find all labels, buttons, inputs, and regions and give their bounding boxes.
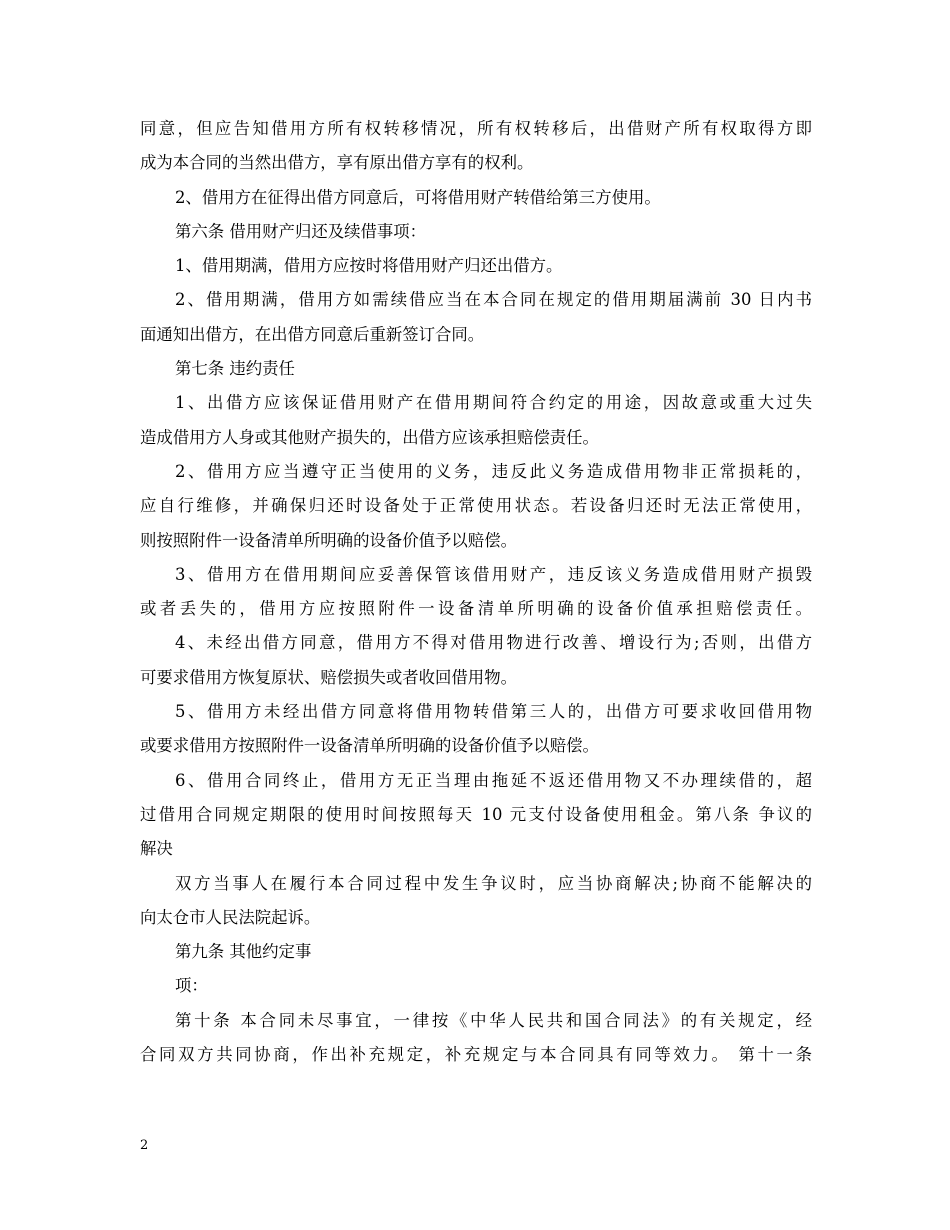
section-heading: 第六条 借用财产归还及续借事项： bbox=[175, 221, 427, 241]
section-heading: 第九条 其他约定事 bbox=[175, 942, 312, 962]
text-line: 6、借用合同终止，借用方无正当理由拖延不返还借用物又不办理续借的，超 bbox=[175, 770, 812, 790]
text-line: 可要求借用方恢复原状、赔偿损失或者收回借用物。 bbox=[140, 667, 517, 687]
text-line: 第十条 本合同未尽事宜，一律按《中华人民共和国合同法》的有关规定，经 bbox=[175, 1010, 812, 1030]
text-line: 1、借用期满，借用方应按时将借用财产归还出借方。 bbox=[175, 256, 563, 276]
text-line: 4、未经出借方同意，借用方不得对借用物进行改善、增设行为;否则，出借方 bbox=[175, 633, 812, 653]
text-line: 造成借用方人身或其他财产损失的，出借方应该承担赔偿责任。 bbox=[140, 427, 599, 447]
text-line: 双方当事人在履行本合同过程中发生争议时，应当协商解决;协商不能解决的 bbox=[175, 873, 812, 893]
text-line: 解决 bbox=[140, 839, 173, 859]
text-line: 面通知出借方，在出借方同意后重新签订合同。 bbox=[140, 324, 485, 344]
text-line: 2、借用方应当遵守正当使用的义务，违反此义务造成借用物非正常损耗的， bbox=[175, 461, 812, 481]
text-line: 1、出借方应该保证借用财产在借用期间符合约定的用途，因故意或重大过失 bbox=[175, 393, 812, 413]
document-body bbox=[140, 112, 812, 1072]
section-heading: 第七条 违约责任 bbox=[175, 359, 295, 379]
text-line: 2、借用方在征得出借方同意后，可将借用财产转借给第三方使用。 bbox=[175, 187, 661, 207]
text-line: 3、借用方在借用期间应妥善保管该借用财产，违反该义务造成借用财产损毁 bbox=[175, 564, 812, 584]
page-number: 2 bbox=[140, 1138, 149, 1153]
text-line: 5、借用方未经出借方同意将借用物转借第三人的，出借方可要求收回借用物 bbox=[175, 702, 812, 722]
text-line: 或者丢失的，借用方应按照附件一设备清单所明确的设备价值承担赔偿责任。 bbox=[140, 599, 812, 619]
text-line: 合同双方共同协商，作出补充规定，补充规定与本合同具有同等效力。 第十一条 bbox=[140, 1045, 812, 1065]
text-line: 项： bbox=[175, 976, 208, 996]
text-line: 成为本合同的当然出借方，享有原出借方享有的权利。 bbox=[140, 153, 534, 173]
text-line: 同意，但应告知借用方所有权转移情况，所有权转移后，出借财产所有权取得方即 bbox=[140, 119, 812, 138]
text-line: 应自行维修，并确保归还时设备处于正常使用状态。若设备归还时无法正常使用， bbox=[140, 496, 812, 516]
text-line: 则按照附件一设备清单所明确的设备价值予以赔偿。 bbox=[140, 530, 517, 550]
text-line: 2、借用期满，借用方如需续借应当在本合同在规定的借用期届满前 30 日内书 bbox=[175, 290, 812, 310]
text-line: 过借用合同规定期限的使用时间按照每天 10 元支付设备使用租金。第八条 争议的 bbox=[140, 804, 812, 824]
text-line: 向太仓市人民法院起诉。 bbox=[140, 907, 321, 927]
text-line: 或要求借用方按照附件一设备清单所明确的设备价值予以赔偿。 bbox=[140, 736, 599, 756]
